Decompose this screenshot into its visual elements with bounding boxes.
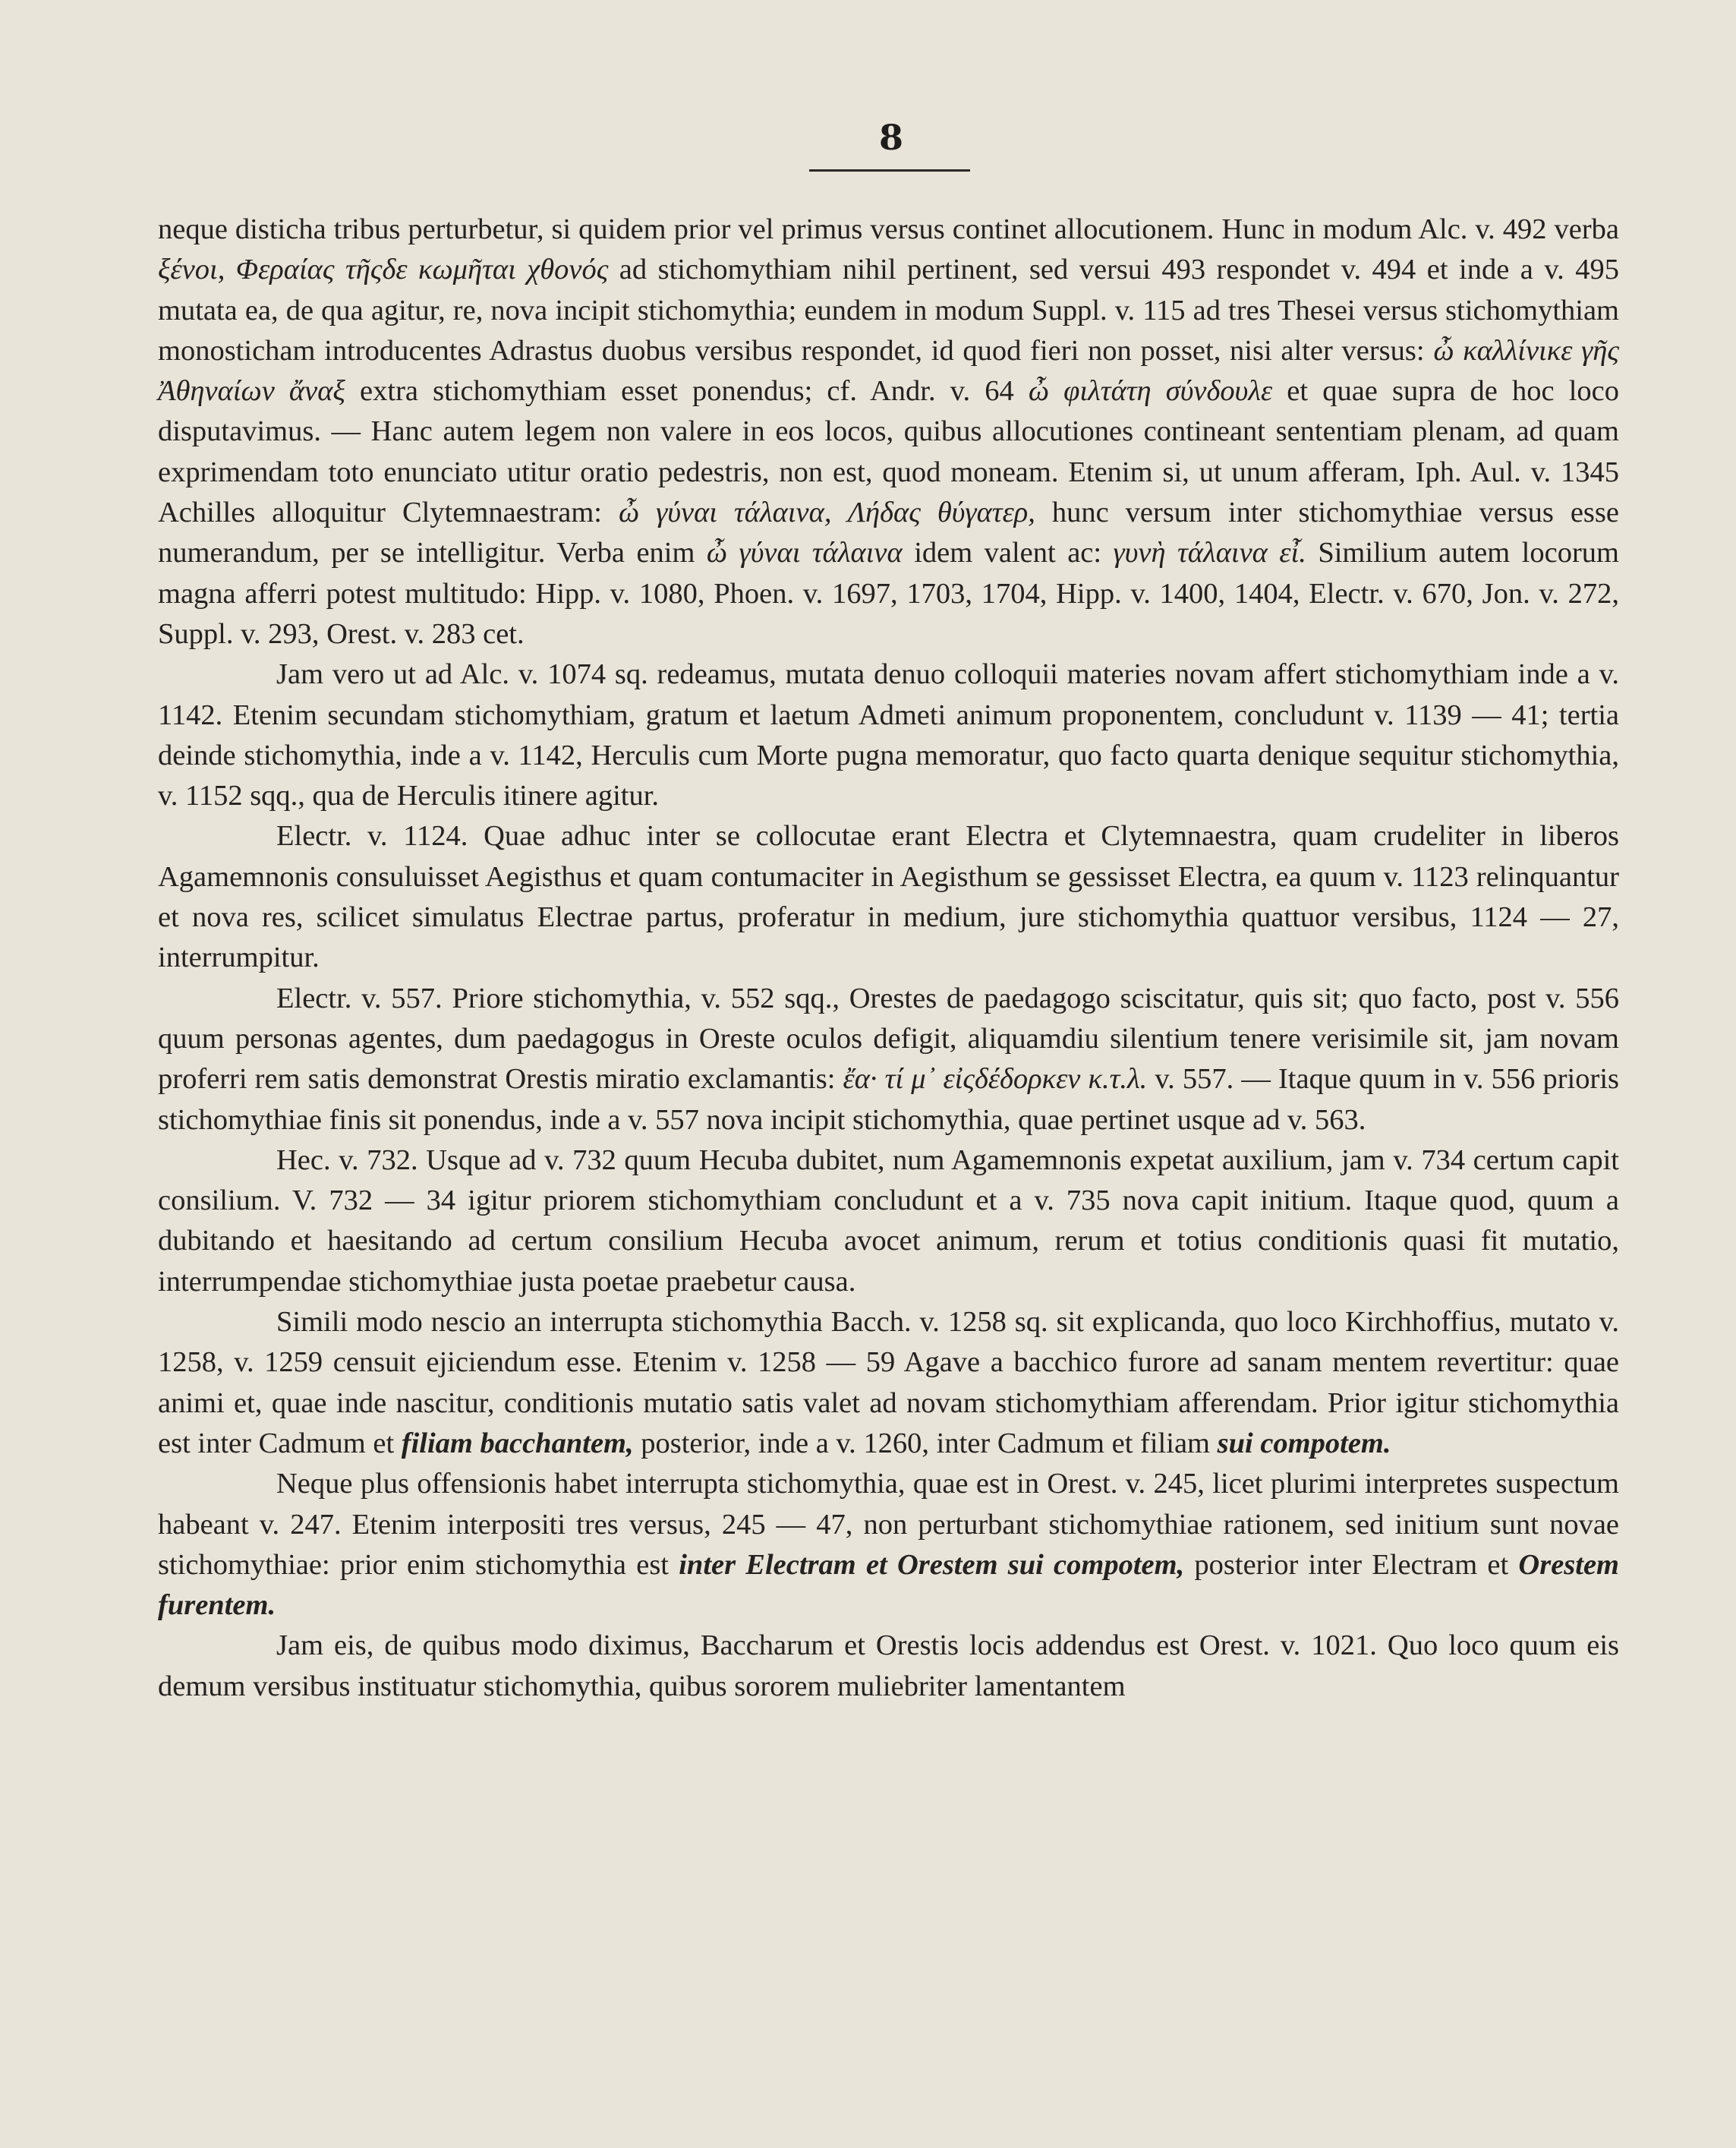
text-run: posterior, inde a v. 1260, inter Cadmum et filiam bbox=[633, 1427, 1218, 1459]
text-run: idem valent ac: bbox=[902, 537, 1114, 569]
emphasized-phrase: inter Electram et Orestem sui compotem, bbox=[679, 1548, 1185, 1581]
greek-quote: ὦ γύναι τάλαινα, Λήδας θύγατερ, bbox=[618, 497, 1035, 529]
text-run: Jam eis, de quibus modo diximus, Baccharum et Orestis locis addendus est Orest. v. 1021. Quo loco quum eis demum versibus instituatur stichomythia, quibus sororem muliebriter lamentantem bbox=[158, 1629, 1619, 1702]
text-run: hunc versum inter stichomythiae versus esse numerandum, per se intelligitur. Verba enim bbox=[158, 497, 1619, 569]
text-run: Similium autem locorum magna afferri potest multitudo: Hipp. v. 1080, Phoen. v. 1697, 1703, 1704, Hipp. v. 1400, 1404, Electr. v. 670, Jon. v. 272, Suppl. v. 293, Orest. v. 283 cet. bbox=[158, 537, 1619, 650]
paragraph bbox=[158, 654, 1619, 816]
greek-quote: ὦ γύναι τάλαινα bbox=[706, 537, 903, 569]
body-text bbox=[158, 210, 1619, 1707]
text-run: posterior inter Electram et bbox=[1184, 1548, 1519, 1581]
text-run: Jam vero ut ad Alc. v. 1074 sq. redeamus, mutata denuo colloquii materies novam affert stichomythiam inde a v. 1142. Etenim secundam stichomythiam, gratum et laetum Admeti animum proponentem, concludunt v. 1139 — 41; tertia deinde stichomythia, inde a v. 1142, Herculis cum Morte pugna memoratur, quo facto quarta denique sequitur stichomythia, v. 1152 sqq., qua de Herculis itinere agitur. bbox=[158, 658, 1619, 812]
text-run: Hec. v. 732. Usque ad v. 732 quum Hecuba dubitet, num Agamemnonis expetat auxilium, jam v. 734 certum capit consilium. V. 732 — 34 igitur priorem stichomythiam concludunt et a v. 735 nova capit initium. Itaque quod, quum a dubitando et haesitando ad certum consilium Hecuba avocet animum, rerum et totius conditionis quasi fit mutatio, interrumpendae stichomythiae justa poetae praebetur causa. bbox=[158, 1143, 1619, 1298]
text-run: Electr. v. 1124. Quae adhuc inter se collocutae erant Electra et Clytemnaestra, quam crudeliter in liberos Agamemnonis consuluisset Aegisthus et quam contumaciter in Aegisthum se gessisset Electra, ea quum v. 1123 relinquantur et nova res, scilicet simulatus Electrae partus, proferatur in medium, jure stichomythia quattuor versibus, 1124 — 27, interrumpitur. bbox=[158, 820, 1619, 974]
greek-quote: ὦ καλλίνικε γῆς Ἀθηναίων ἄναξ bbox=[158, 334, 1619, 408]
emphasized-phrase: Orestem furentem. bbox=[158, 1548, 1619, 1622]
text-run: ad stichomythiam nihil pertinent, sed versui 493 respondet v. 494 et inde a v. 495 mutata ea, de qua agitur, re, nova incipit stichomythia; eundem in modum Suppl. v. 115 ad tres Thesei versus stichomythiam monosticham introducentes Adrastus duobus versibus respondet, id quod fieri non posset, nisi alter versus: bbox=[158, 254, 1619, 367]
paragraph bbox=[158, 1464, 1619, 1626]
paragraph bbox=[158, 1302, 1619, 1464]
text-run: extra stichomythiam esset ponendus; cf. Andr. v. 64 bbox=[345, 375, 1029, 408]
paragraph bbox=[158, 816, 1619, 978]
paragraph bbox=[158, 979, 1619, 1140]
greek-quote: γυνὴ τάλαινα εἶ. bbox=[1113, 537, 1306, 569]
emphasized-phrase: filiam bacchantem, bbox=[401, 1427, 634, 1459]
greek-quote: ξένοι, Φεραίας τῆςδε κωμῆται χθονός bbox=[158, 254, 609, 286]
text-run: Simili modo nescio an interrupta stichomythia Bacch. v. 1258 sq. sit explicanda, quo loco Kirchhoffius, mutato v. 1258, v. 1259 censuit ejiciendum esse. Etenim v. 1258 — 59 Agave a bacchico furore ad sanam mentem revertitur: quae animi et, quae inde nascitur, conditionis mutatio satis valet ad novam stichomythiam afferendam. Prior igitur stichomythia est inter Cadmum et bbox=[158, 1306, 1619, 1459]
greek-quote: ἔα· τί μ᾽ εἰςδέδορκεν κ.τ.λ. bbox=[843, 1063, 1148, 1096]
paragraph bbox=[158, 1626, 1619, 1707]
text-run: et quae supra de hoc loco disputavimus. — Hanc autem legem non valere in eos locos, quibus allocutiones contineant sententiam plenam, ad quam exprimendam toto enunciato utitur oratio pedestris, non est, quod moneam. Etenim si, ut unum afferam, Iph. Aul. v. 1345 Achilles alloquitur Clytemnaestram: bbox=[158, 375, 1619, 529]
paragraph bbox=[158, 1140, 1619, 1302]
page-number: 8 bbox=[878, 117, 903, 158]
text-run: neque disticha tribus perturbetur, si quidem prior vel primus versus continet allocutionem. Hunc in modum Alc. v. 492 verba bbox=[158, 213, 1619, 245]
emphasized-phrase: sui compotem. bbox=[1217, 1427, 1391, 1459]
text-run: v. 557. — Itaque quum in v. 556 prioris stichomythiae finis sit ponendus, inde a v. 557 nova incipit stichomythia, quae pertinet usque ad v. 563. bbox=[158, 1063, 1619, 1136]
text-run: Electr. v. 557. Priore stichomythia, v. 552 sqq., Orestes de paedagogo sciscitatur, quis sit; quo facto, post v. 556 quum personas agentes, dum paedagogus in Oreste oculos defigit, aliquamdiu silentium tenere verisimile sit, jam novam proferri rem satis demonstrat Orestis miratio exclamantis: bbox=[158, 982, 1619, 1096]
page-number-rule bbox=[809, 169, 970, 172]
paragraph bbox=[158, 210, 1619, 654]
text-run: Neque plus offensionis habet interrupta stichomythia, quae est in Orest. v. 245, licet plurimi interpretes suspectum habeant v. 247. Etenim interpositi tres versus, 245 — 47, non perturbant stichomythiae rationem, sed initium sunt novae stichomythiae: prior enim stichomythia est bbox=[158, 1468, 1619, 1581]
greek-quote: ὦ φιλτάτη σύνδουλε bbox=[1028, 375, 1273, 408]
